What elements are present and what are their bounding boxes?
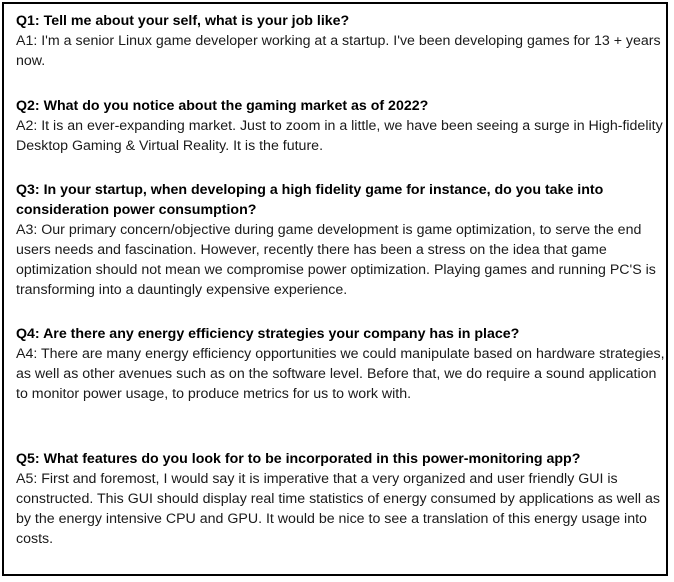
qa-block-5	[16, 449, 668, 549]
question-5: Q5: What features do you look for to be incorporated in this power-monitoring app?	[16, 451, 581, 467]
answer-1: A1: I'm a senior Linux game developer working at a startup. I've been developing games for 13 + years now.	[16, 33, 661, 69]
answer-4: A4: There are many energy efficiency opportunities we could manipulate based on hardware strategies, as well as other avenues such as on the software level. Before that, we do require a sound application to monitor power usage, to produce metrics for us to work with.	[16, 346, 665, 402]
answer-3: A3: Our primary concern/objective during game development is game optimization, to serve the end users needs and fascination. However, recently there has been a stress on the idea that game optimization should not mean we compromise power optimization. Playing games and running PC'S is transforming into a dauntingly expensive experience.	[16, 222, 656, 298]
question-4: Q4: Are there any energy efficiency strategies your company has in place?	[16, 326, 520, 342]
question-2: Q2: What do you notice about the gaming market as of 2022?	[16, 98, 429, 114]
interview-document	[2, 2, 668, 576]
qa-block-4	[16, 324, 668, 404]
qa-block-2	[16, 96, 668, 156]
question-1: Q1: Tell me about your self, what is your job like?	[16, 13, 350, 29]
question-3: Q3: In your startup, when developing a high fidelity game for instance, do you take into consideration power consumption?	[16, 182, 604, 218]
answer-5: A5: First and foremost, I would say it is imperative that a very organized and user friendly GUI is constructed. This GUI should display real time statistics of energy consumed by applications as well as by the energy intensive CPU and GPU. It would be nice to see a translation of this energy usage into costs.	[16, 471, 660, 547]
answer-2: A2: It is an ever-expanding market. Just to zoom in a little, we have been seeing a surge in High-fidelity Desktop Gaming & Virtual Reality. It is the future.	[16, 118, 663, 154]
qa-block-1	[16, 11, 668, 71]
qa-block-3	[16, 180, 668, 300]
